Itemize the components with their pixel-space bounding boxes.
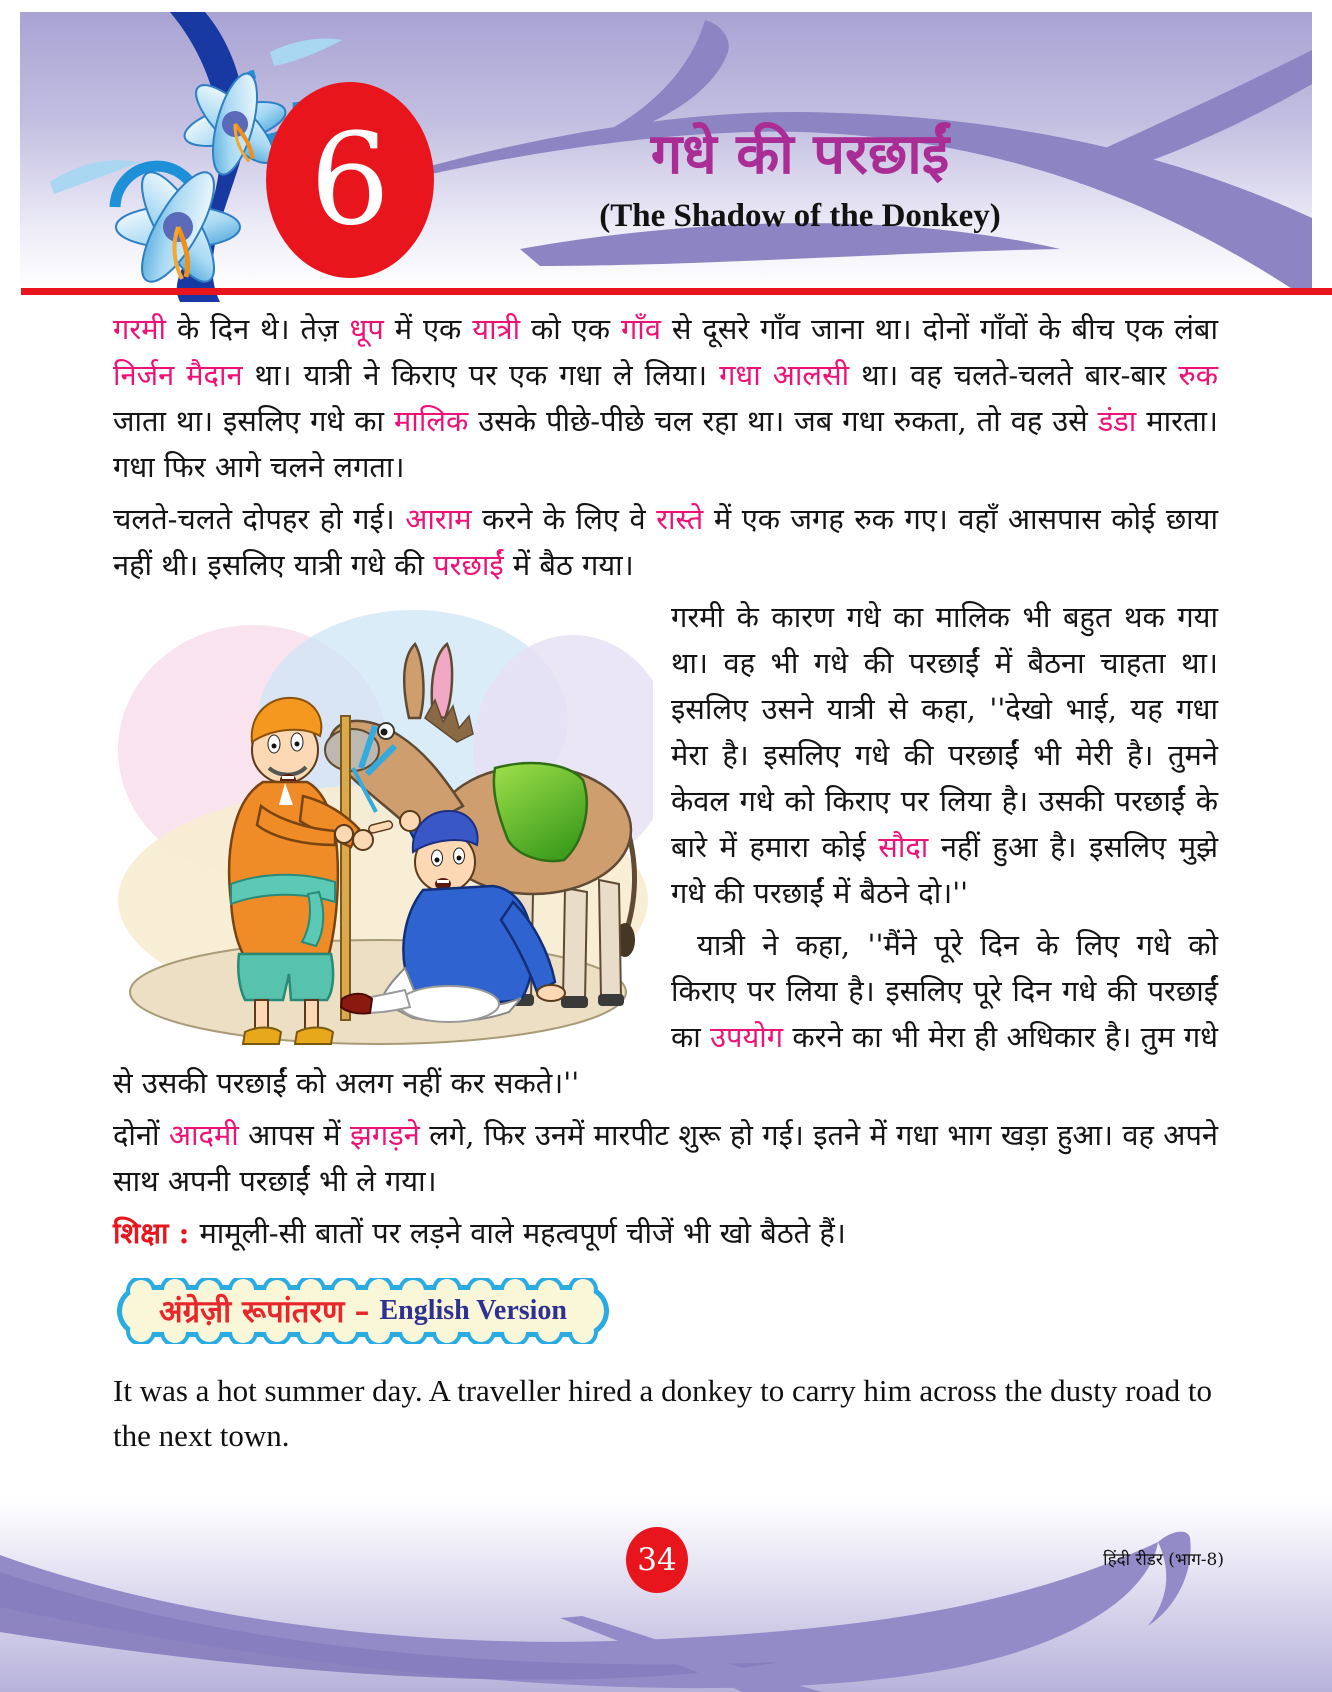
- story-text: में एक: [383, 312, 473, 346]
- story-text: नहीं हुआ है। इसलिए मुझे गधे की परछाईं में बैठने दो।'': [671, 830, 1219, 910]
- staff: [341, 716, 350, 1020]
- story-text: में बैठ गया।: [503, 548, 634, 582]
- story-text: मामूली-सी बातों पर लड़ने वाले महत्वपूर्ण चीजें भी खो बैठते हैं।: [199, 1216, 846, 1250]
- story-text: उसके पीछे-पीछे चल रहा था। जब गधा रुकता, तो वह उसे: [468, 404, 1098, 438]
- story-text: लगे, फिर उनमें मारपीट शुरू हो गई। इतने में गधा भाग खड़ा हुआ। वह अपने साथ अपनी परछाईं भी ले गया।: [113, 1118, 1219, 1198]
- chapter-title-block: [520, 124, 1080, 235]
- moral-label: शिक्षा :: [113, 1216, 200, 1250]
- book-title: हिंदी रीडर (भाग-8): [1103, 1550, 1224, 1570]
- chapter-title-english: (The Shadow of the Donkey): [599, 197, 1001, 234]
- highlighted-word: गाँव: [620, 312, 661, 346]
- story-text: यात्री ने कहा, ''मैंने पूरे दिन के लिए गधे को किराए पर लिया है। इसलिए पूरे दिन गधे की परछाईं का: [671, 928, 1218, 1054]
- banner-hindi-label: अंग्रेज़ी रूपांतरण: [158, 1294, 345, 1330]
- highlighted-word: धूप: [349, 312, 384, 346]
- story-text: करने के लिए वे: [471, 502, 657, 536]
- highlighted-word: यात्री: [472, 312, 521, 346]
- banner-english-label: English Version: [379, 1295, 567, 1326]
- highlighted-word: गरमी: [113, 312, 167, 346]
- story-text: में एक जगह रुक गए। वहाँ आसपास कोई छाया नहीं थी। इसलिए यात्री गधे की: [113, 502, 1218, 582]
- story-illustration: [113, 600, 653, 1052]
- story-text: करने का भी मेरा ही अधिकार है। तुम गधे से उसकी परछाईं को अलग नहीं कर सकते।'': [113, 1020, 1218, 1100]
- story-text: था। वह चलते-चलते बार-बार: [849, 358, 1179, 392]
- highlighted-word: परछाईं: [433, 548, 504, 582]
- story-paragraph-5: [113, 1112, 1218, 1204]
- story-text: था। यात्री ने किराए पर एक गधा ले लिया।: [242, 358, 720, 392]
- highlighted-word: डंडा: [1097, 404, 1137, 438]
- english-version-text: It was a hot summer day. A traveller hired a donkey to carry him across the dusty road to the next town.: [113, 1373, 1213, 1453]
- english-version-banner-text: [113, 1278, 613, 1344]
- highlighted-word: आदमी: [168, 1118, 239, 1152]
- header-divider-rule: [21, 288, 1332, 295]
- story-text: से दूसरे गाँव जाना था। दोनों गाँवों के बीच एक लंबा: [660, 312, 1218, 346]
- highlighted-word: झगड़ने: [350, 1118, 420, 1152]
- english-version-banner: [113, 1278, 613, 1344]
- page-number: 34: [637, 1542, 677, 1578]
- story-text: चलते-चलते दोपहर हो गई।: [113, 502, 406, 536]
- story-content: [113, 306, 1218, 1458]
- banner-dash: –: [354, 1293, 370, 1329]
- story-text: गरमी के कारण गधे का मालिक भी बहुत थक गया था। वह भी गधे की परछाईं में बैठना चाहता था। इसलिए उसने यात्री से कहा, ''देखो भाई, यह गधा मेरा है। इसलिए गधे की परछाईं भी मेरी है। तुमने केवल गधे को किराए पर लिया है। उसकी परछाईं के बारे में हमारा कोई: [671, 600, 1218, 864]
- lesson-number: 6: [309, 106, 391, 253]
- lesson-number-badge: [266, 82, 434, 278]
- highlighted-word: रास्ते: [656, 502, 704, 536]
- story-paragraph-2: [113, 496, 1218, 588]
- story-text: मारता। गधा फिर आगे चलने लगता।: [113, 404, 1218, 484]
- story-text: जाता था। इसलिए गधे का: [113, 404, 394, 438]
- highlighted-word: निर्जन मैदान: [113, 358, 243, 392]
- highlighted-word: रुक: [1178, 358, 1218, 392]
- page-number-badge: [626, 1527, 688, 1593]
- story-paragraph-1: [113, 306, 1218, 490]
- highlighted-word: आराम: [405, 502, 472, 536]
- chapter-title-hindi: गधे की परछाईं: [650, 122, 950, 187]
- donkey-argument-illustration: [113, 600, 653, 1052]
- highlighted-word: मालिक: [393, 404, 469, 438]
- story-text: के दिन थे। तेज़: [166, 312, 350, 346]
- story-text: को एक: [520, 312, 621, 346]
- highlighted-word: सौदा: [878, 830, 929, 864]
- story-text: दोनों: [113, 1118, 169, 1152]
- moral-paragraph: [113, 1210, 1218, 1256]
- page-footer: [0, 1500, 1332, 1692]
- story-text: आपस में: [238, 1118, 350, 1152]
- highlighted-word: गधा आलसी: [719, 358, 850, 392]
- highlighted-word: उपयोग: [710, 1020, 784, 1054]
